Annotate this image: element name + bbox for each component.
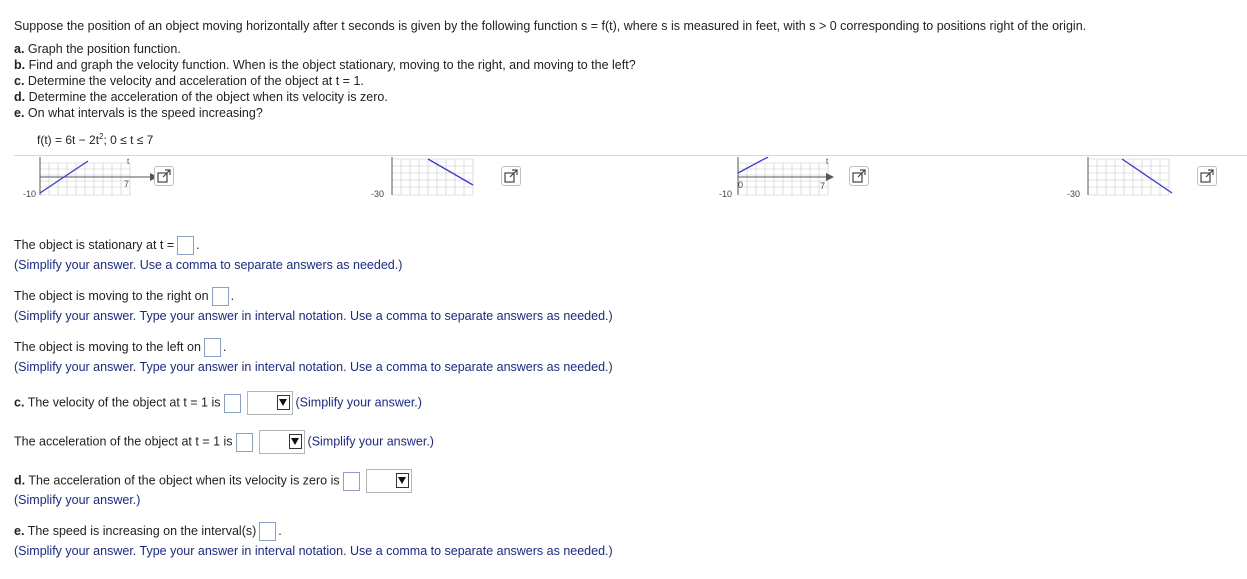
graph-3-xmax-label: 7 (820, 181, 826, 191)
zero-velocity-acceleration-input[interactable] (343, 472, 360, 491)
right-interval-input[interactable] (212, 287, 229, 306)
zero-velocity-acceleration-unit-dropdown[interactable] (366, 469, 412, 493)
graph-option-3[interactable] (716, 157, 846, 203)
expand-graph-1-button[interactable] (154, 166, 174, 186)
graph-4-ymin-label: -30 (1067, 189, 1081, 199)
graph-1-xmax-label: 7 (124, 179, 130, 189)
problem-intro: Suppose the position of an object moving horizontally after t seconds is given by the following function s = f(t), where s is measured in feet, with s > 0 corresponding to positions right of the origin. (14, 19, 1087, 33)
stationary-hint: (Simplify your answer. Use a comma to separate answers as needed.) (14, 258, 403, 272)
velocity-answer-input[interactable] (224, 394, 241, 413)
stationary-question: The object is stationary at t = . (14, 236, 200, 255)
graph-3-axis-label: t (826, 157, 829, 166)
acceleration-question: The acceleration of the object at t = 1 is (Simplify your answer.) (14, 430, 434, 454)
acceleration-unit-dropdown[interactable] (259, 430, 305, 454)
speed-increasing-interval-input[interactable] (259, 522, 276, 541)
left-question: The object is moving to the left on . (14, 338, 226, 357)
external-link-icon (157, 169, 171, 183)
expand-graph-4-button[interactable] (1197, 166, 1217, 186)
part-d: d. Determine the acceleration of the object when its velocity is zero. (14, 90, 388, 104)
graph-option-4-plot (1066, 157, 1186, 203)
zero-velocity-acceleration-question: d. The acceleration of the object when its velocity is zero is (14, 469, 415, 493)
velocity-unit-dropdown[interactable] (247, 391, 293, 415)
graph-option-4[interactable] (1066, 157, 1186, 203)
graph-option-3-plot (716, 157, 846, 203)
graph-1-ymin-label: -10 (23, 189, 37, 199)
graph-3-origin-label: 0 (738, 180, 744, 190)
external-link-icon (1200, 169, 1214, 183)
external-link-icon (852, 169, 866, 183)
graph-option-2[interactable] (370, 157, 490, 203)
external-link-icon (504, 169, 518, 183)
right-question: The object is moving to the right on . (14, 287, 234, 306)
graph-3-ymin-label: -10 (719, 189, 733, 199)
right-hint: (Simplify your answer. Type your answer in interval notation. Use a comma to separate answers as needed.) (14, 309, 613, 323)
expand-graph-3-button[interactable] (849, 166, 869, 186)
problem-parts (14, 41, 636, 121)
left-hint: (Simplify your answer. Type your answer in interval notation. Use a comma to separate answers as needed.) (14, 360, 613, 374)
section-divider (14, 155, 1247, 156)
velocity-question: c. The velocity of the object at t = 1 is (Simplify your answer.) (14, 391, 422, 415)
expand-graph-2-button[interactable] (501, 166, 521, 186)
part-b: b. Find and graph the velocity function. When is the object stationary, moving to the right, and moving to the left? (14, 58, 636, 72)
graph-1-axis-label: t (127, 157, 130, 166)
dropdown-arrow-icon (277, 395, 290, 410)
d-hint: (Simplify your answer.) (14, 493, 141, 507)
function-definition: $f(t) = 6t - 2t^2$; 0 ≤ t ≤ 7 (37, 132, 154, 147)
acceleration-answer-input[interactable] (236, 433, 253, 452)
graph-2-ymin-label: -30 (371, 189, 385, 199)
stationary-answer-input[interactable] (177, 236, 194, 255)
part-a: a. Graph the position function. (14, 42, 181, 56)
dropdown-arrow-icon (396, 473, 409, 488)
graph-option-2-plot (370, 157, 490, 203)
dropdown-arrow-icon (289, 434, 302, 449)
left-interval-input[interactable] (204, 338, 221, 357)
e-hint: (Simplify your answer. Type your answer in interval notation. Use a comma to separate answers as needed.) (14, 544, 613, 558)
part-e: e. On what intervals is the speed increasing? (14, 106, 263, 120)
part-c: c. Determine the velocity and acceleration of the object at t = 1. (14, 74, 364, 88)
speed-increasing-question: e. The speed is increasing on the interval(s) . (14, 522, 282, 541)
